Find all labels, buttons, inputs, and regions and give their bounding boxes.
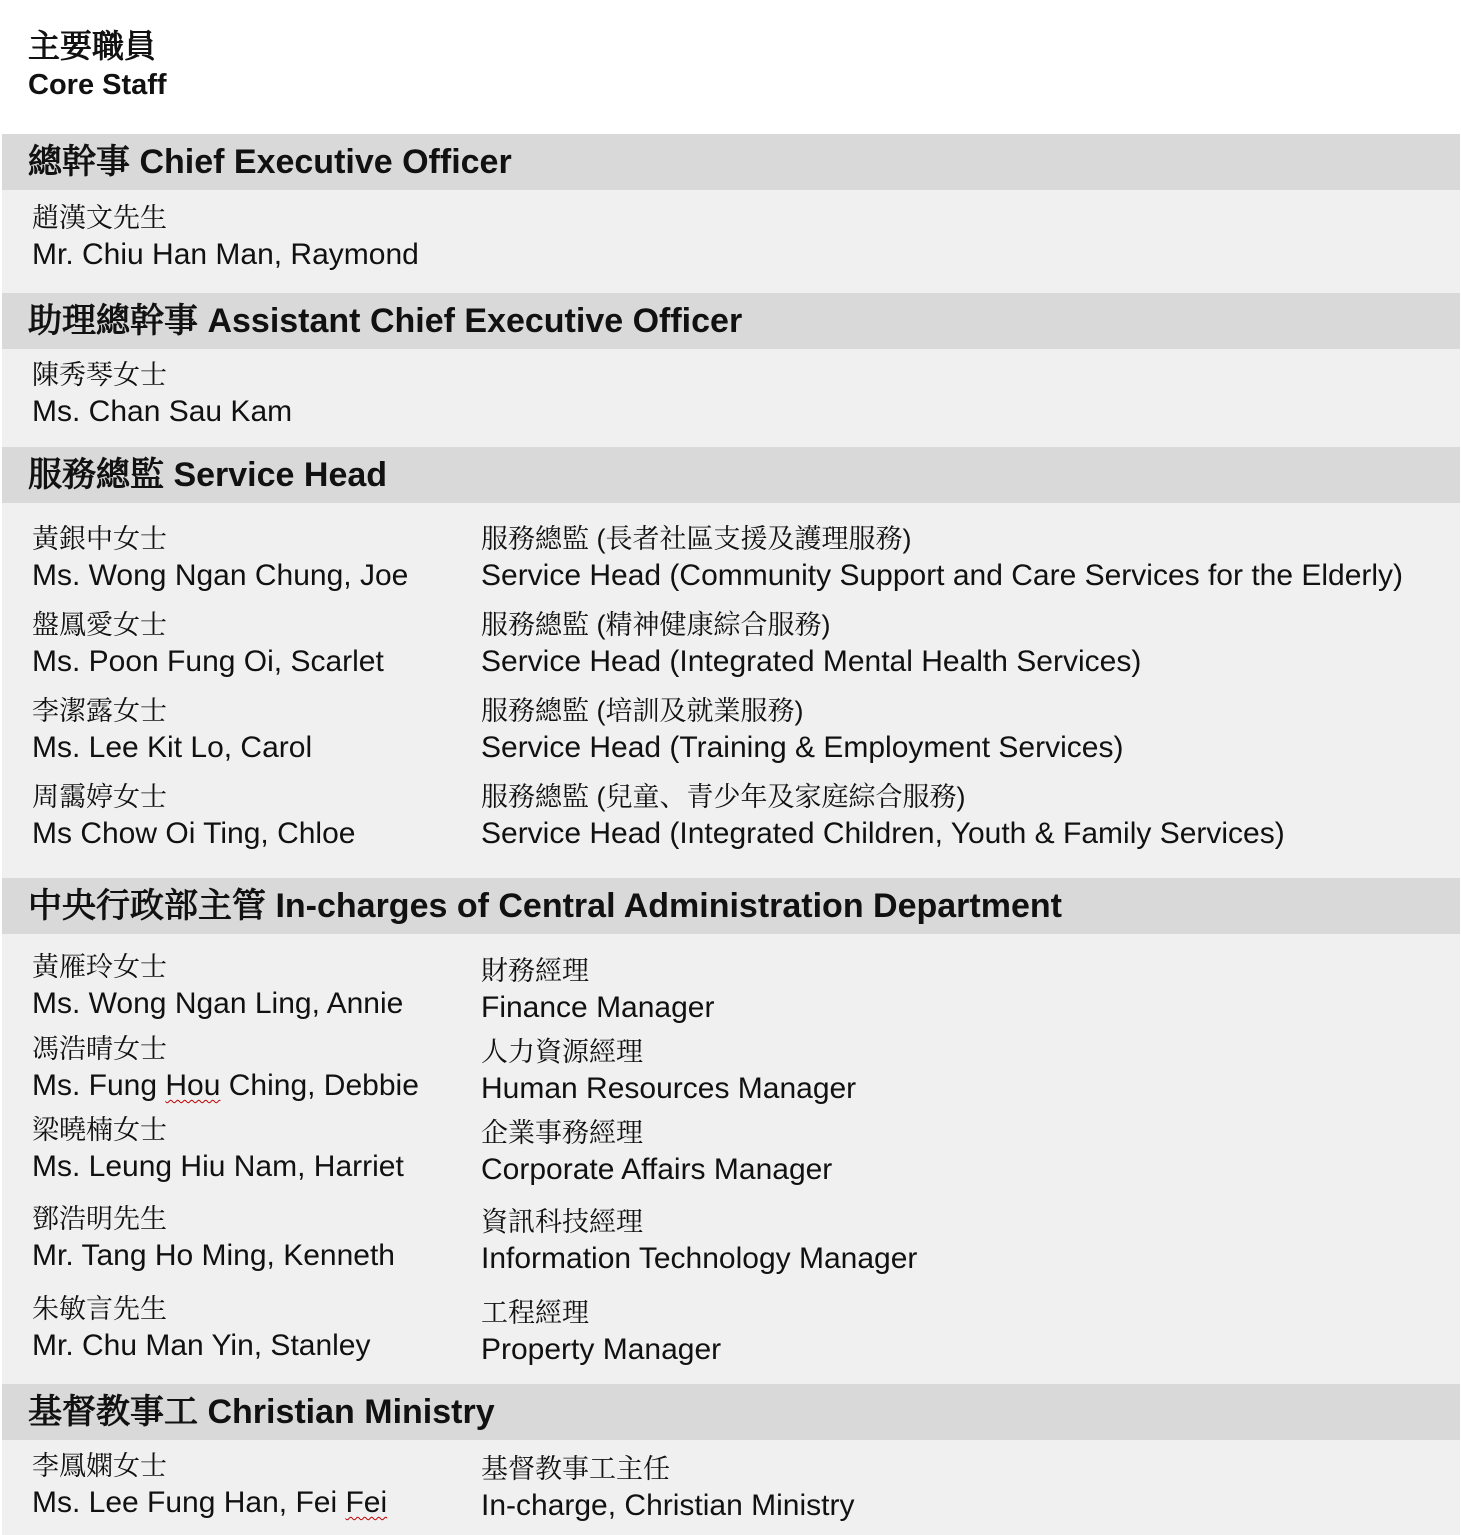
staff-name-zh: 黃雁玲女士	[32, 952, 167, 982]
staff-entry	[32, 357, 292, 431]
section-header-service-head: 服務總監 Service Head	[2, 447, 1460, 503]
page-title-en: Core Staff	[28, 69, 167, 101]
staff-entry	[32, 779, 355, 853]
staff-role-en: Service Head (Training & Employment Services)	[481, 731, 1124, 764]
staff-entry	[32, 693, 312, 767]
staff-name-zh: 鄧浩明先生	[32, 1204, 167, 1234]
staff-name-zh: 周靄婷女士	[32, 782, 167, 812]
section-header-central-admin: 中央行政部主管 In-charges of Central Administration Department	[2, 878, 1460, 934]
staff-name-zh: 梁曉楠女士	[32, 1115, 167, 1145]
name-text: Ms. Lee Fung Han, Fei	[32, 1486, 346, 1519]
staff-role-en: In-charge, Christian Ministry	[481, 1489, 855, 1522]
staff-name-en: Ms. Chan Sau Kam	[32, 395, 293, 428]
staff-name-en: Ms Chow Oi Ting, Chloe	[32, 817, 356, 850]
staff-role-en: Corporate Affairs Manager	[481, 1153, 833, 1186]
staff-role	[481, 953, 714, 1027]
staff-role	[481, 1034, 856, 1108]
staff-role	[481, 521, 1403, 595]
staff-name-zh: 朱敏言先生	[32, 1294, 167, 1324]
staff-name-en: Ms. Poon Fung Oi, Scarlet	[32, 645, 384, 678]
section-header-christian-ministry: 基督教事工 Christian Ministry	[2, 1384, 1460, 1440]
staff-role-en: Service Head (Community Support and Care Services for the Elderly)	[481, 559, 1404, 592]
staff-role-en: Property Manager	[481, 1333, 722, 1366]
spellcheck-flag: Hou	[165, 1069, 221, 1102]
staff-role-zh: 資訊科技經理	[481, 1207, 643, 1237]
staff-role-en: Service Head (Integrated Children, Youth & Family Services)	[481, 817, 1285, 850]
staff-entry	[32, 1448, 387, 1522]
staff-name-en	[32, 1067, 419, 1105]
staff-role	[481, 1115, 832, 1189]
staff-role-zh: 服務總監 (兒童、青少年及家庭綜合服務)	[481, 782, 966, 812]
name-text: Ms. Fung	[32, 1069, 166, 1102]
page-title	[28, 26, 167, 104]
staff-role-zh: 服務總監 (精神健康綜合服務)	[481, 610, 831, 640]
staff-name-en: Ms. Lee Kit Lo, Carol	[32, 731, 313, 764]
staff-entry	[32, 200, 419, 274]
staff-role-zh: 服務總監 (長者社區支援及護理服務)	[481, 524, 912, 554]
staff-name-zh: 趙漢文先生	[32, 203, 167, 233]
staff-role-en: Information Technology Manager	[481, 1242, 918, 1275]
staff-name-en: Ms. Wong Ngan Chung, Joe	[32, 559, 409, 592]
staff-name-en	[32, 1484, 387, 1522]
staff-role-zh: 基督教事工主任	[481, 1454, 670, 1484]
staff-name-en: Mr. Chiu Han Man, Raymond	[32, 238, 419, 271]
section-header-aceo: 助理總幹事 Assistant Chief Executive Officer	[2, 293, 1460, 349]
staff-name-zh: 馮浩晴女士	[32, 1034, 167, 1064]
staff-role	[481, 693, 1123, 767]
staff-entry	[32, 1291, 371, 1365]
staff-entry	[32, 1031, 419, 1105]
staff-role	[481, 1204, 917, 1278]
staff-role	[481, 1451, 854, 1525]
staff-name-zh: 盤鳳愛女士	[32, 610, 167, 640]
spellcheck-flag: Fei	[345, 1486, 388, 1519]
staff-entry	[32, 521, 408, 595]
staff-name-zh: 李鳳嫻女士	[32, 1451, 167, 1481]
staff-name-zh: 黃銀中女士	[32, 524, 167, 554]
staff-entry	[32, 1112, 404, 1186]
staff-name-en: Ms. Leung Hiu Nam, Harriet	[32, 1150, 404, 1183]
staff-name-zh: 陳秀琴女士	[32, 360, 167, 390]
staff-role-zh: 工程經理	[481, 1298, 589, 1328]
staff-role-zh: 服務總監 (培訓及就業服務)	[481, 696, 804, 726]
staff-name-en: Ms. Wong Ngan Ling, Annie	[32, 987, 404, 1020]
staff-role	[481, 1295, 721, 1369]
staff-role-en: Finance Manager	[481, 991, 715, 1024]
staff-entry	[32, 1201, 395, 1275]
staff-role-zh: 人力資源經理	[481, 1037, 643, 1067]
staff-role-zh: 企業事務經理	[481, 1118, 643, 1148]
page-title-zh: 主要職員	[28, 28, 157, 64]
staff-role	[481, 779, 1285, 853]
staff-name-zh: 李潔露女士	[32, 696, 167, 726]
staff-role-en: Human Resources Manager	[481, 1072, 857, 1105]
staff-role-zh: 財務經理	[481, 956, 589, 986]
staff-name-en: Mr. Chu Man Yin, Stanley	[32, 1329, 371, 1362]
staff-role	[481, 607, 1141, 681]
staff-name-en: Mr. Tang Ho Ming, Kenneth	[32, 1239, 395, 1272]
staff-entry	[32, 607, 384, 681]
staff-entry	[32, 949, 403, 1023]
staff-role-en: Service Head (Integrated Mental Health Services)	[481, 645, 1142, 678]
section-header-ceo: 總幹事 Chief Executive Officer	[2, 134, 1460, 190]
name-text: Ching, Debbie	[220, 1069, 419, 1102]
